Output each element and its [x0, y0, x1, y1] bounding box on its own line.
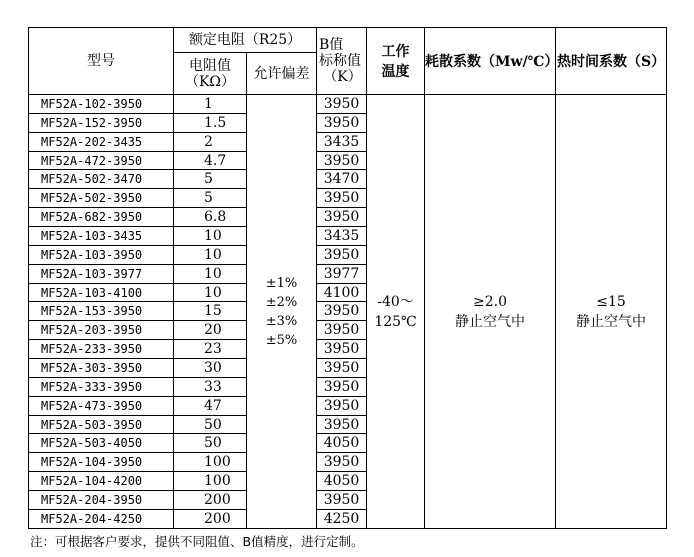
b-value-cell: 4050 [317, 472, 367, 491]
resistance-cell: 50 [174, 434, 247, 453]
header-resistance-value [174, 53, 247, 95]
thermal-time-cell-line2: 静止空气中 [576, 313, 647, 330]
model-cell: MF52A-104-4200 [29, 472, 174, 491]
model-cell: MF52A-204-4250 [29, 509, 174, 528]
b-value-cell: 4250 [317, 509, 367, 528]
b-value-cell: 3950 [317, 396, 367, 415]
model-cell: MF52A-333-3950 [29, 377, 174, 396]
header-rated-resistance: 额定电阻（R25） [174, 28, 317, 53]
resistance-cell: 100 [174, 472, 247, 491]
b-value-cell: 3470 [317, 170, 367, 189]
b-value-cell: 3950 [317, 302, 367, 321]
resistance-cell: 20 [174, 321, 247, 340]
model-cell: MF52A-203-3950 [29, 321, 174, 340]
resistance-cell: 10 [174, 264, 247, 283]
b-value-cell: 3950 [317, 321, 367, 340]
resistance-cell: 10 [174, 227, 247, 246]
b-value-cell: 3435 [317, 227, 367, 246]
header-work-temp-line1: 工作 [381, 44, 410, 60]
model-cell: MF52A-503-3950 [29, 415, 174, 434]
model-cell: MF52A-473-3950 [29, 396, 174, 415]
table-row [29, 95, 667, 114]
resistance-cell: 5 [174, 189, 247, 208]
resistance-cell: 23 [174, 340, 247, 359]
model-cell: MF52A-103-3950 [29, 245, 174, 264]
tolerance-value: ±5% [265, 332, 298, 348]
b-value-cell: 3950 [317, 245, 367, 264]
header-b-value-line2: 标称值 [319, 53, 362, 69]
b-value-cell: 3950 [317, 189, 367, 208]
model-cell: MF52A-103-3435 [29, 227, 174, 246]
customization-note: 注：可根据客户要求，提供不同阻值、B值精度，进行定制。 [30, 534, 364, 549]
b-value-cell: 3950 [317, 491, 367, 510]
b-value-cell: 3977 [317, 264, 367, 283]
resistance-cell: 30 [174, 359, 247, 378]
model-cell: MF52A-682-3950 [29, 208, 174, 227]
resistance-cell: 15 [174, 302, 247, 321]
header-dissipation: 耗散系数（Mw/℃） [425, 28, 556, 95]
header-thermal-time: 热时间系数（S） [556, 28, 667, 95]
b-value-cell: 3950 [317, 340, 367, 359]
thermistor-spec-table [28, 27, 667, 529]
resistance-cell: 10 [174, 245, 247, 264]
dissipation-cell-line2: 静止空气中 [455, 313, 526, 330]
tolerance-cell [247, 95, 317, 529]
model-cell: MF52A-202-3435 [29, 132, 174, 151]
header-resistance-unit: （KΩ） [184, 73, 236, 90]
header-model: 型号 [29, 28, 174, 95]
b-value-cell: 4100 [317, 283, 367, 302]
work-temp-cell-line1: -40～ [377, 293, 414, 310]
header-resistance-label: 电阻值 [189, 57, 231, 74]
b-value-cell: 3950 [317, 95, 367, 114]
resistance-cell: 10 [174, 283, 247, 302]
b-value-cell: 3950 [317, 151, 367, 170]
header-work-temp [367, 28, 425, 95]
model-cell: MF52A-502-3950 [29, 189, 174, 208]
resistance-cell: 6.8 [174, 208, 247, 227]
resistance-cell: 47 [174, 396, 247, 415]
header-work-temp-line2: 温度 [381, 64, 410, 80]
resistance-cell: 33 [174, 377, 247, 396]
model-cell: MF52A-102-3950 [29, 95, 174, 114]
model-cell: MF52A-152-3950 [29, 113, 174, 132]
thermal-time-cell-line1: ≤15 [596, 293, 626, 310]
dissipation-cell [425, 95, 556, 529]
tolerance-value: ±2% [265, 294, 298, 310]
resistance-cell: 1.5 [174, 113, 247, 132]
resistance-cell: 200 [174, 509, 247, 528]
resistance-cell: 1 [174, 95, 247, 114]
b-value-cell: 3950 [317, 415, 367, 434]
model-cell: MF52A-103-4100 [29, 283, 174, 302]
resistance-cell: 4.7 [174, 151, 247, 170]
b-value-cell: 3950 [317, 359, 367, 378]
model-cell: MF52A-303-3950 [29, 359, 174, 378]
thermal-time-cell [556, 95, 667, 529]
model-cell: MF52A-472-3950 [29, 151, 174, 170]
model-cell: MF52A-103-3977 [29, 264, 174, 283]
b-value-cell: 4050 [317, 434, 367, 453]
header-b-value-line1: B值 [319, 37, 344, 53]
tolerance-value: ±1% [265, 275, 298, 291]
header-tolerance: 允许偏差 [247, 53, 317, 95]
model-cell: MF52A-204-3950 [29, 491, 174, 510]
spec-table-body [29, 95, 667, 529]
model-cell: MF52A-153-3950 [29, 302, 174, 321]
header-b-value [317, 28, 367, 95]
resistance-cell: 100 [174, 453, 247, 472]
b-value-cell: 3950 [317, 113, 367, 132]
tolerance-value: ±3% [265, 313, 298, 329]
dissipation-cell-line1: ≥2.0 [473, 293, 508, 310]
b-value-cell: 3950 [317, 453, 367, 472]
model-cell: MF52A-104-3950 [29, 453, 174, 472]
b-value-cell: 3950 [317, 377, 367, 396]
b-value-cell: 3435 [317, 132, 367, 151]
resistance-cell: 200 [174, 491, 247, 510]
header-b-value-unit: （K） [323, 69, 362, 85]
b-value-cell: 3950 [317, 208, 367, 227]
resistance-cell: 2 [174, 132, 247, 151]
work-temp-cell-line2: 125℃ [374, 313, 417, 330]
model-cell: MF52A-502-3470 [29, 170, 174, 189]
work-temp-cell [367, 95, 425, 529]
resistance-cell: 50 [174, 415, 247, 434]
resistance-cell: 5 [174, 170, 247, 189]
model-cell: MF52A-503-4050 [29, 434, 174, 453]
model-cell: MF52A-233-3950 [29, 340, 174, 359]
